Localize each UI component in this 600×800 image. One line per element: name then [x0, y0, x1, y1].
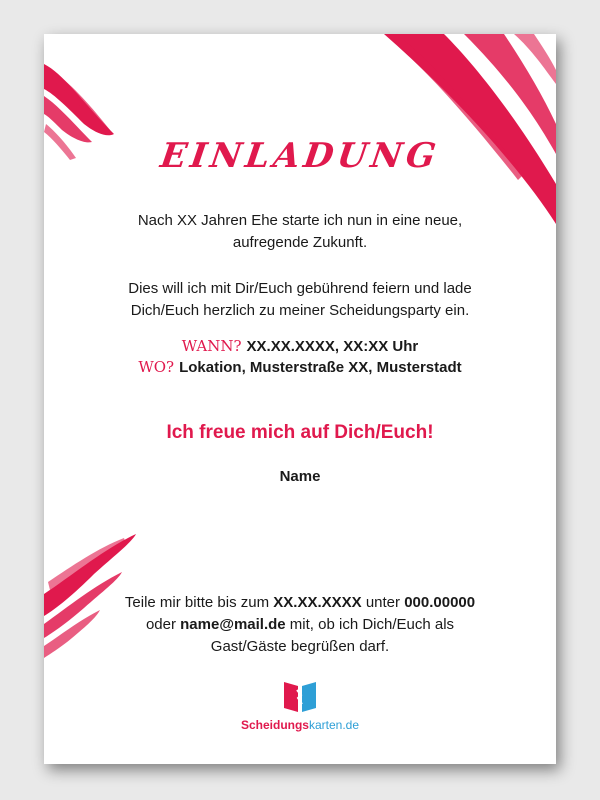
when-value: XX.XX.XXXX, XX:XX Uhr — [246, 338, 419, 355]
rsvp-text — [74, 592, 526, 658]
where-value: Lokation, Musterstraße XX, Musterstadt — [179, 359, 462, 376]
brand-logo — [44, 676, 556, 732]
rsvp-text-3: oder — [145, 616, 181, 633]
rsvp-text-2: unter — [361, 594, 405, 611]
rsvp-text-4: mit, ob ich Dich/Euch als — [285, 616, 455, 633]
celebration-line-1: Dies will ich mit Dir/Euch gebührend feiern und lade — [128, 280, 472, 297]
celebration-line-2: Dich/Euch herzlich zu meiner Scheidungsparty ein. — [130, 302, 470, 319]
where-label: WO? — [138, 358, 175, 376]
event-details — [44, 336, 556, 378]
brand-wordmark-part-2: karten.de — [308, 718, 360, 732]
intro-line-2: aufregende Zukunft. — [232, 234, 368, 251]
intro-paragraph — [84, 210, 516, 254]
celebration-paragraph — [84, 278, 516, 322]
rsvp-phone: 000.00000 — [404, 594, 476, 611]
where-row — [44, 357, 556, 378]
invitation-card — [44, 34, 556, 764]
split-book-icon — [280, 676, 320, 716]
host-name: Name — [279, 468, 321, 485]
rsvp-text-5: Gast/Gäste begrüßen darf. — [210, 638, 390, 655]
invitation-title: EINLADUNG — [157, 136, 443, 176]
when-label: WANN? — [181, 337, 242, 355]
rsvp-email: name@mail.de — [180, 616, 286, 633]
rsvp-text-1: Teile mir bitte bis zum — [124, 594, 274, 611]
intro-line-1: Nach XX Jahren Ehe starte ich nun in eine neue, — [137, 212, 463, 229]
when-row — [44, 336, 556, 357]
brand-wordmark — [44, 718, 556, 732]
closing-line: Ich freue mich auf Dich/Euch! — [166, 422, 434, 443]
rsvp-date: XX.XX.XXXX — [273, 594, 362, 611]
brand-wordmark-part-1: Scheidungs — [240, 718, 309, 732]
